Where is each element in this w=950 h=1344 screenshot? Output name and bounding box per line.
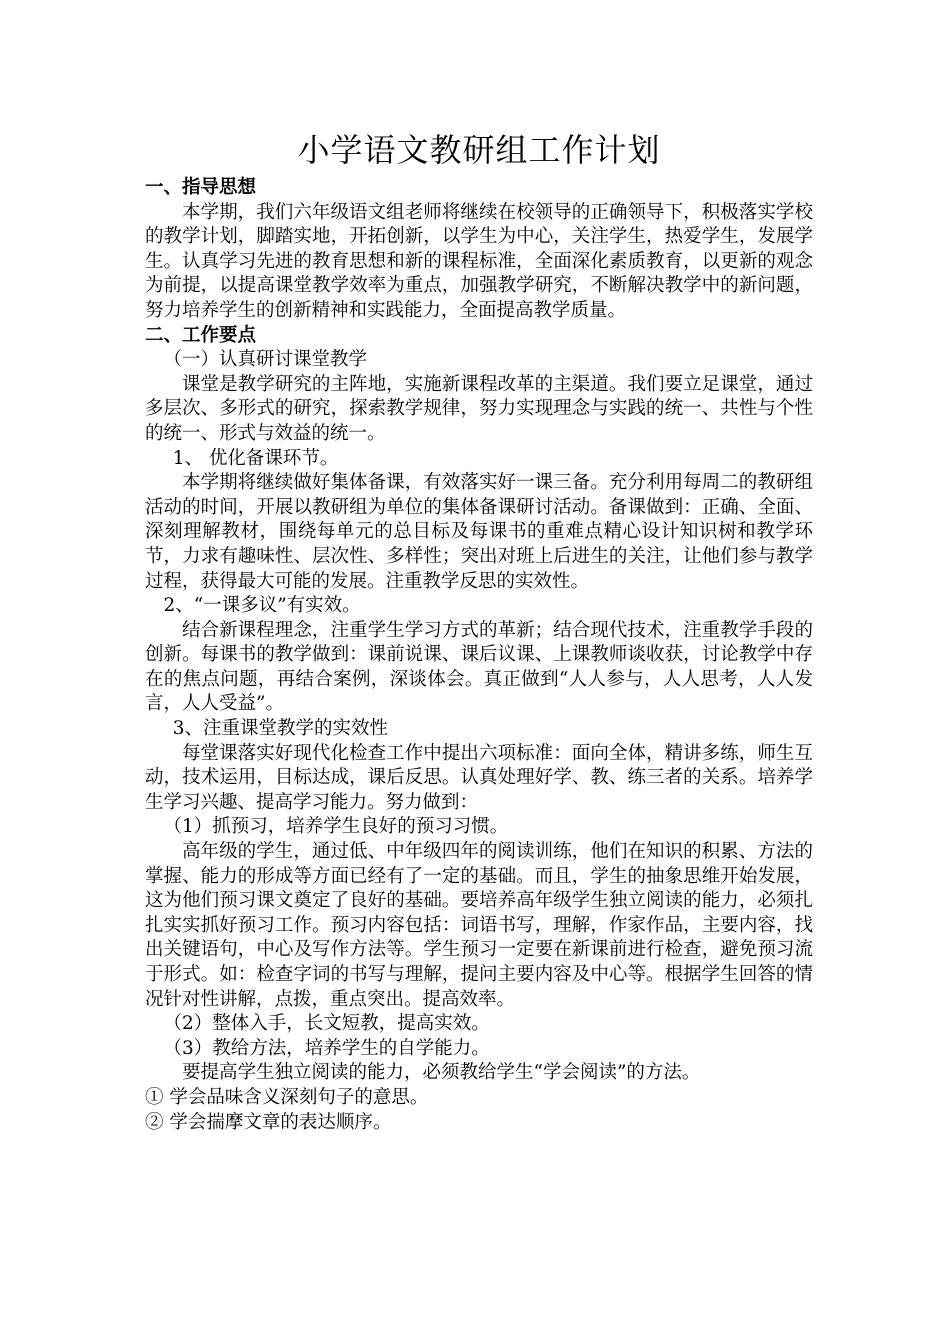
subheading-classroom-teaching: （一）认真研讨课堂教学 <box>163 349 368 371</box>
sub-item-title-1: （1）抓预习，培养学生良好的预习习惯。 <box>163 816 509 838</box>
paragraph-sub-item-3: 要提高学生独立阅读的能力，必须教给学生“学会阅读”的方法。 <box>182 1062 701 1084</box>
section-heading-work-points: 二、工作要点 <box>145 324 257 346</box>
section-heading-guiding-ideology: 一、指导思想 <box>145 177 257 198</box>
document-page <box>145 128 813 1135</box>
list-item-circle-1: ① 学会品味含义深刻句子的意思。 <box>145 1086 429 1108</box>
item-title-3: 3、注重课堂教学的实效性 <box>172 718 389 740</box>
paragraph-guiding-ideology: 本学期，我们六年级语文组老师将继续在校领导的正确领导下，积极落实学校的教学计划，脚踏实地，开拓创新，以学生为中心，关注学生，热爱学生，发展学生。认真学习先进的教育思想和新的课程标准，全面深化素质教育，以更新的观念为前提，以提高课堂教学效率为重点，加强教学研究，不断解决教学中的新问题，努力培养学生的创新精神和实践能力，全面提高教学质量。 <box>145 201 813 321</box>
item-title-2: 2、“一课多议”有实效。 <box>163 595 361 617</box>
list-item-circle-2: ② 学会揣摩文章的表达顺序。 <box>145 1111 392 1133</box>
sub-item-title-2: （2）整体入手，长文短教，提高实效。 <box>163 1013 490 1035</box>
paragraph-item-1: 本学期将继续做好集体备课，有效落实好一课三备。充分利用每周二的教研组活动的时间，开展以教研组为单位的集体备课研讨活动。备课做到：正确、全面、深刻理解教材，围绕每单元的总目标及每课书的重难点精心设计知识树和教学环节，力求有趣味性、层次性、多样性；突出对班上后进生的关注，让他们参与教学过程，获得最大可能的发展。注重教学反思的实效性。 <box>145 472 813 592</box>
paragraph-item-3: 每堂课落实好现代化检查工作中提出六项标准：面向全体，精讲多练，师生互动，技术运用，目标达成，课后反思。认真处理好学、教、练三者的关系。培养学生学习兴趣、提高学习能力。努力做到： <box>145 742 813 813</box>
paragraph-item-2: 结合新课程理念，注重学生学习方式的革新；结合现代技术，注重教学手段的创新。每课书的教学做到：课前说课、课后议课、上课教师谈收获，讨论教学中存在的焦点问题，再结合案例，深谈体会。真正做到“人人参与，人人思考，人人发言，人人受益”。 <box>145 619 813 715</box>
sub-item-title-3: （3）教给方法，培养学生的自学能力。 <box>163 1037 490 1059</box>
paragraph-sub-item-1: 高年级的学生，通过低、中年级四年的阅读训练，他们在知识的积累、方法的掌握、能力的形成等方面已经有了一定的基础。而且，学生的抽象思维开始发展，这为他们预习课文奠定了良好的基础。要培养高年级学生独立阅读的能力，必须扎扎实实抓好预习工作。预习内容包括：词语书写，理解，作家作品，主要内容，找出关键语句，中心及写作方法等。学生预习一定要在新课前进行检查，避免预习流于形式。如：检查字词的书写与理解，提问主要内容及中心等。根据学生回答的情况针对性讲解，点拨，重点突出。提高效率。 <box>145 841 813 1010</box>
paragraph-classroom-intro: 课堂是教学研究的主阵地，实施新课程改革的主渠道。我们要立足课堂，通过多层次、多形式的研究，探索教学规律，努力实现理念与实践的统一、共性与个性的统一、形式与效益的统一。 <box>145 373 813 444</box>
item-title-1: 1、 优化备课环节。 <box>172 447 339 469</box>
document-title: 小学语文教研组工作计划 <box>297 131 661 169</box>
